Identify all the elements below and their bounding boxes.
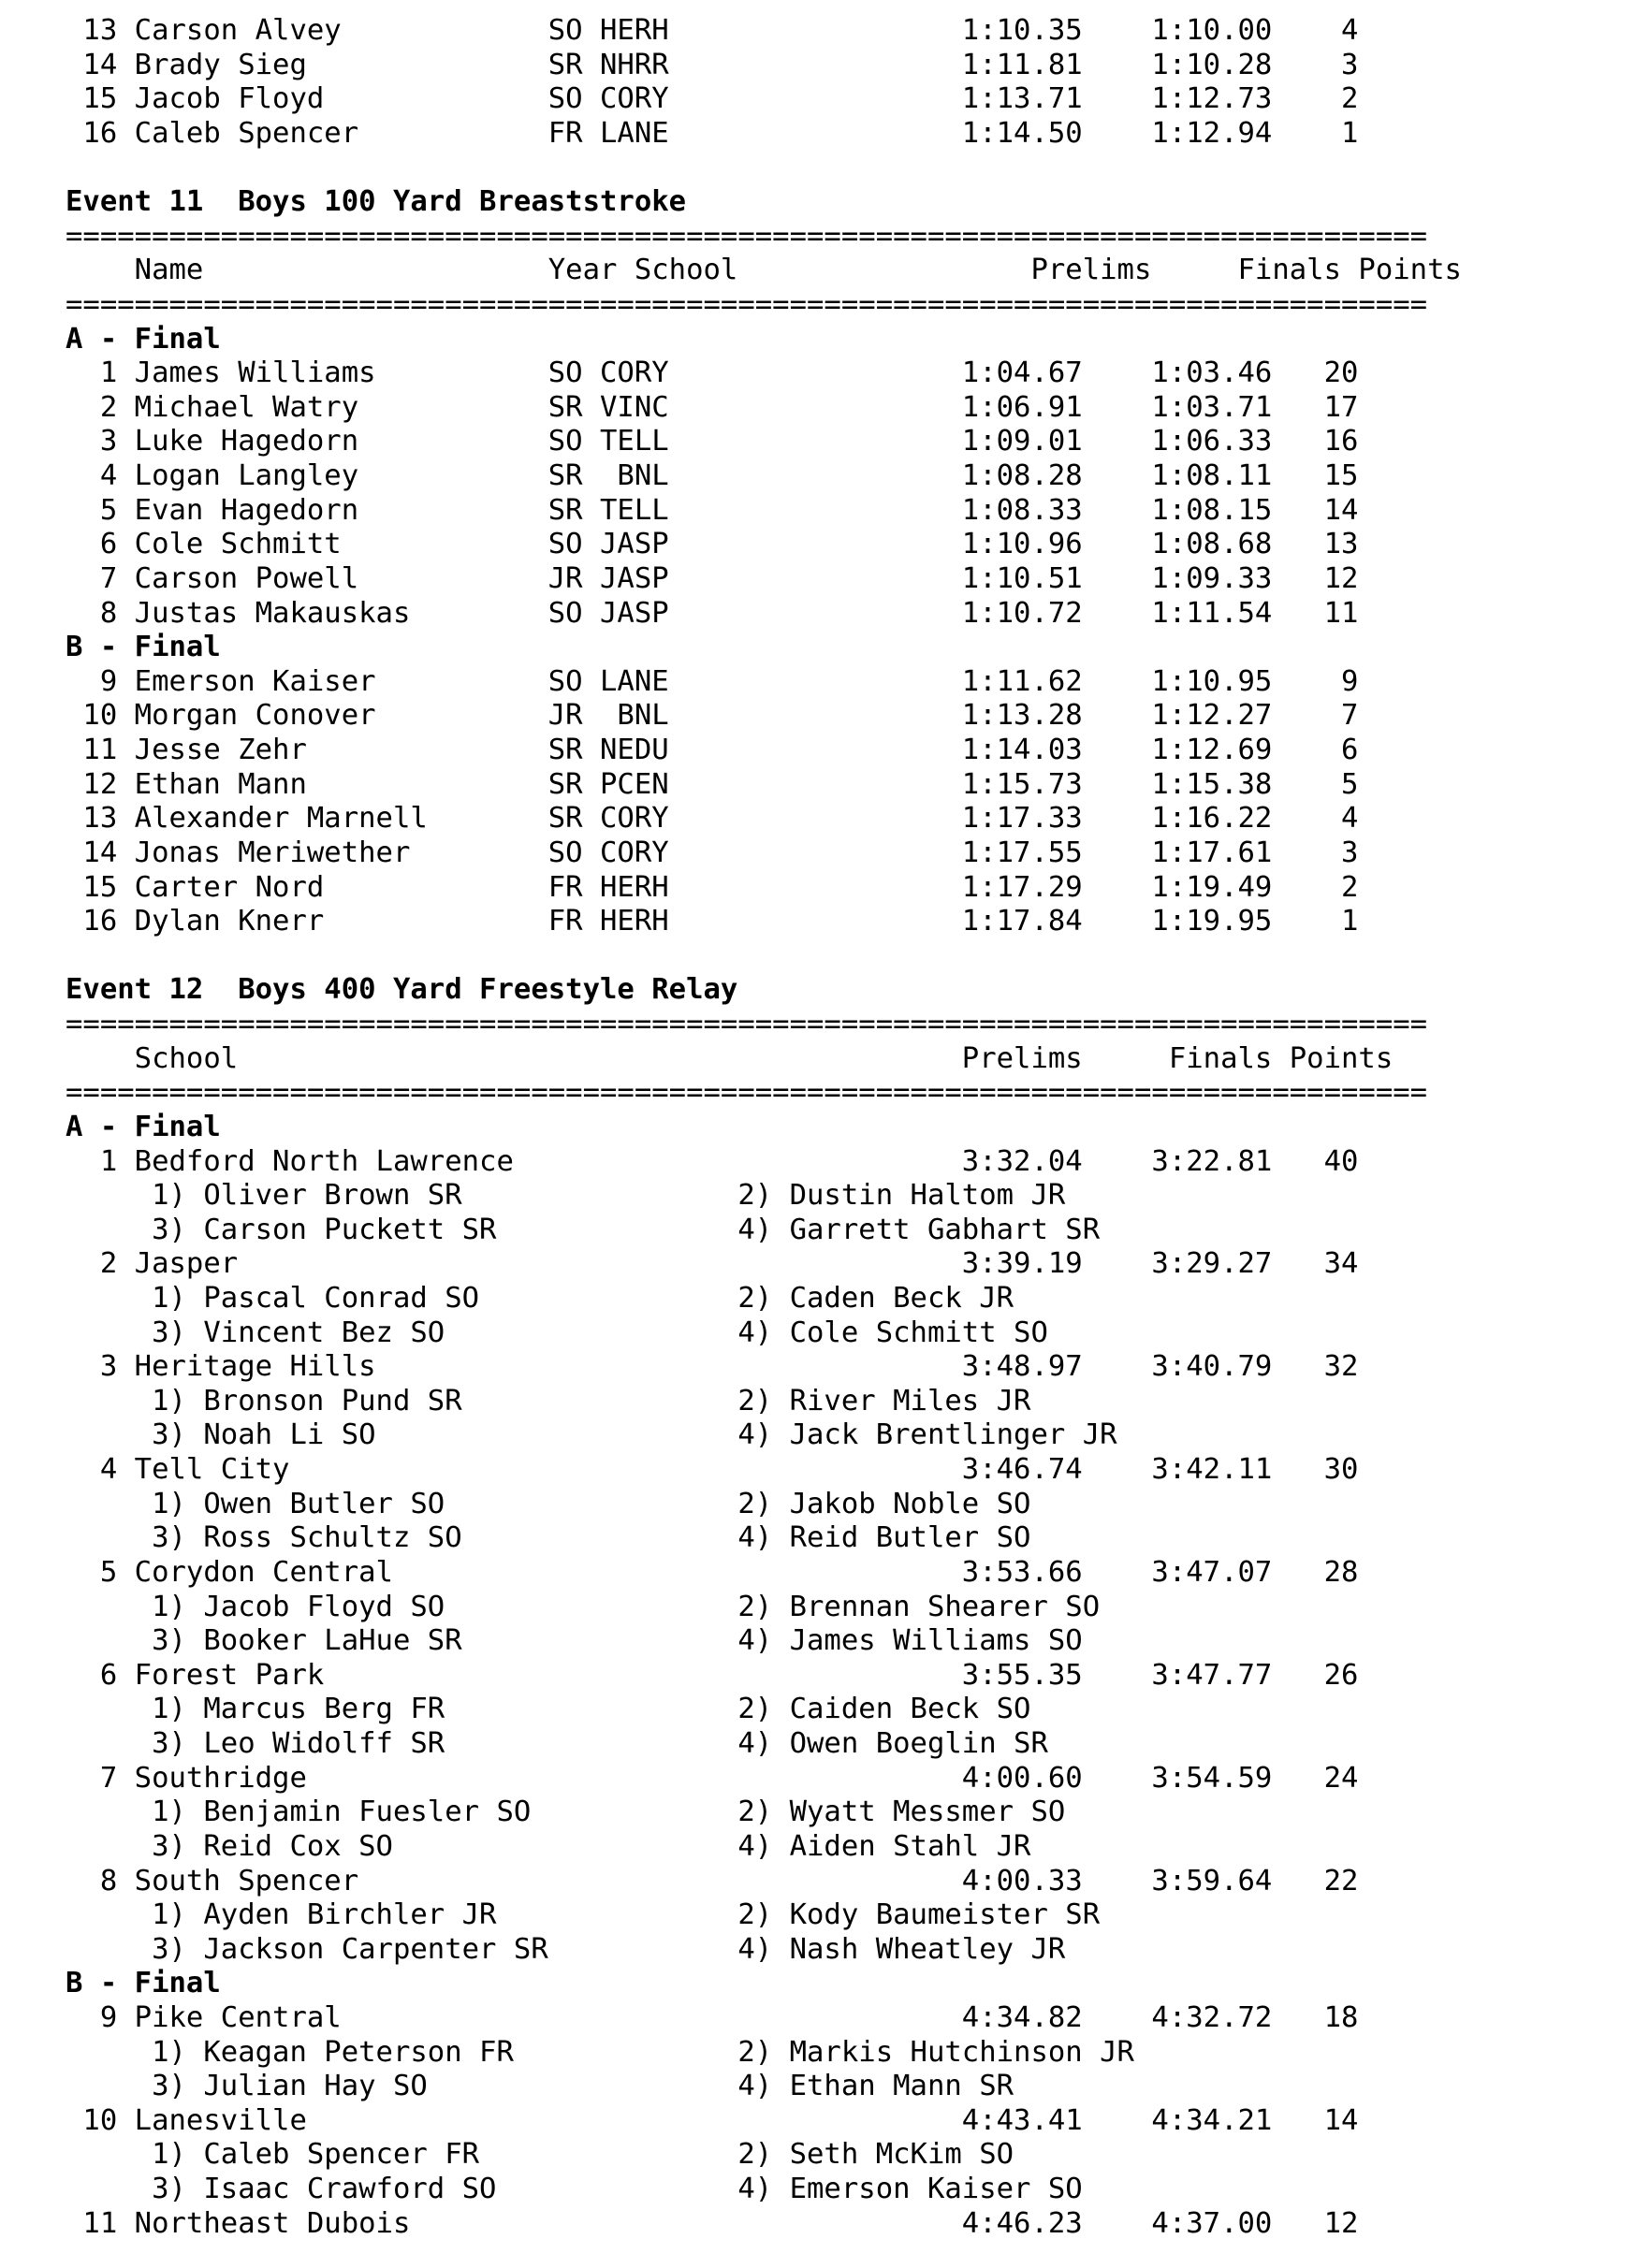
relay-swimmers-line: 1) Ayden Birchler JR 2) Kody Baumeister SR bbox=[66, 1898, 1101, 1932]
relay-swimmers-line: 3) Julian Hay SO 4) Ethan Mann SR bbox=[66, 2070, 1014, 2103]
relay-swimmers-line: 3) Reid Cox SO 4) Aiden Stahl JR bbox=[66, 1829, 1031, 1863]
result-line: 2 Michael Watry SR VINC 1:06.91 1:03.71 17 bbox=[66, 390, 1359, 424]
result-line: 3 Luke Hagedorn SO TELL 1:09.01 1:06.33 16 bbox=[66, 425, 1359, 458]
result-line: 15 Jacob Floyd SO CORY 1:13.71 1:12.73 2 bbox=[66, 82, 1359, 116]
result-line: 11 Jesse Zehr SR NEDU 1:14.03 1:12.69 6 bbox=[66, 734, 1359, 766]
relay-swimmers-line: 3) Ross Schultz SO 4) Reid Butler SO bbox=[66, 1521, 1031, 1555]
result-line: 11 Northeast Dubois 4:46.23 4:37.00 12 bbox=[66, 2206, 1359, 2240]
final-heading: A - Final bbox=[66, 322, 221, 356]
result-line: 1 Bedford North Lawrence 3:32.04 3:22.81 40 bbox=[66, 1144, 1359, 1178]
final-heading: A - Final bbox=[66, 1110, 221, 1143]
relay-swimmers-line: 3) Vincent Bez SO 4) Cole Schmitt SO bbox=[66, 1316, 1048, 1349]
separator-line: =============================================================================== bbox=[66, 288, 1428, 321]
relay-swimmers-line: 1) Caleb Spencer FR 2) Seth McKim SO bbox=[66, 2138, 1014, 2172]
separator-line: =============================================================================== bbox=[66, 219, 1428, 253]
result-line: 8 Justas Makauskas SO JASP 1:10.72 1:11.54 11 bbox=[66, 596, 1359, 630]
relay-swimmers-line: 1) Bronson Pund SR 2) River Miles JR bbox=[66, 1384, 1031, 1418]
relay-swimmers-line: 3) Isaac Crawford SO 4) Emerson Kaiser SO bbox=[66, 2173, 1083, 2206]
result-line: 5 Corydon Central 3:53.66 3:47.07 28 bbox=[66, 1555, 1359, 1589]
final-heading: B - Final bbox=[66, 631, 221, 664]
result-line: 1 James Williams SO CORY 1:04.67 1:03.46 20 bbox=[66, 356, 1359, 390]
separator-line: =============================================================================== bbox=[66, 1076, 1428, 1110]
relay-swimmers-line: 1) Benjamin Fuesler SO 2) Wyatt Messmer SO bbox=[66, 1796, 1066, 1829]
relay-swimmers-line: 1) Oliver Brown SR 2) Dustin Haltom JR bbox=[66, 1179, 1066, 1213]
result-line: 8 South Spencer 4:00.33 3:59.64 22 bbox=[66, 1864, 1359, 1897]
result-line: 2 Jasper 3:39.19 3:29.27 34 bbox=[66, 1247, 1359, 1281]
result-line: 4 Tell City 3:46.74 3:42.11 30 bbox=[66, 1453, 1359, 1486]
result-line: 13 Alexander Marnell SR CORY 1:17.33 1:16.22 4 bbox=[66, 802, 1359, 836]
relay-swimmers-line: 1) Marcus Berg FR 2) Caiden Beck SO bbox=[66, 1693, 1031, 1726]
event-heading: Event 12 Boys 400 Yard Freestyle Relay bbox=[66, 973, 738, 1007]
result-line: 10 Morgan Conover JR BNL 1:13.28 1:12.27 7 bbox=[66, 699, 1359, 733]
relay-swimmers-line: 3) Booker LaHue SR 4) James Williams SO bbox=[66, 1624, 1083, 1658]
relay-swimmers-line: 1) Owen Butler SO 2) Jakob Noble SO bbox=[66, 1487, 1031, 1520]
result-line: 7 Southridge 4:00.60 3:54.59 24 bbox=[66, 1761, 1359, 1795]
event-heading: Event 11 Boys 100 Yard Breaststroke bbox=[66, 185, 687, 219]
result-line: 4 Logan Langley SR BNL 1:08.28 1:08.11 15 bbox=[66, 459, 1359, 493]
relay-swimmers-line: 1) Pascal Conrad SO 2) Caden Beck JR bbox=[66, 1281, 1014, 1315]
column-header: School Prelims Finals Points bbox=[66, 1041, 1394, 1075]
result-line: 16 Dylan Knerr FR HERH 1:17.84 1:19.95 1 bbox=[66, 905, 1359, 938]
result-line: 13 Carson Alvey SO HERH 1:10.35 1:10.00 4 bbox=[66, 14, 1359, 47]
result-line: 9 Emerson Kaiser SO LANE 1:11.62 1:10.95 9 bbox=[66, 664, 1359, 698]
result-line: 7 Carson Powell JR JASP 1:10.51 1:09.33 12 bbox=[66, 561, 1359, 595]
result-line: 6 Forest Park 3:55.35 3:47.77 26 bbox=[66, 1658, 1359, 1692]
relay-swimmers-line: 3) Jackson Carpenter SR 4) Nash Wheatley JR bbox=[66, 1932, 1066, 1966]
relay-swimmers-line: 1) Keagan Peterson FR 2) Markis Hutchinson JR bbox=[66, 2035, 1134, 2069]
result-line: 9 Pike Central 4:34.82 4:32.72 18 bbox=[66, 2001, 1359, 2034]
result-line: 14 Jonas Meriwether SO CORY 1:17.55 1:17.61 3 bbox=[66, 836, 1359, 869]
final-heading: B - Final bbox=[66, 1967, 221, 2000]
result-line: 16 Caleb Spencer FR LANE 1:14.50 1:12.94 1 bbox=[66, 116, 1359, 150]
separator-line: =============================================================================== bbox=[66, 1008, 1428, 1040]
result-line: 14 Brady Sieg SR NHRR 1:11.81 1:10.28 3 bbox=[66, 48, 1359, 81]
relay-swimmers-line: 3) Carson Puckett SR 4) Garrett Gabhart SR bbox=[66, 1213, 1101, 1246]
relay-swimmers-line: 3) Leo Widolff SR 4) Owen Boeglin SR bbox=[66, 1727, 1048, 1760]
result-line: 12 Ethan Mann SR PCEN 1:15.73 1:15.38 5 bbox=[66, 767, 1359, 801]
column-header: Name Year School Prelims Finals Points bbox=[66, 254, 1462, 287]
result-line: 5 Evan Hagedorn SR TELL 1:08.33 1:08.15 14 bbox=[66, 493, 1359, 527]
relay-swimmers-line: 1) Jacob Floyd SO 2) Brennan Shearer SO bbox=[66, 1590, 1101, 1623]
result-line: 15 Carter Nord FR HERH 1:17.29 1:19.49 2 bbox=[66, 870, 1359, 904]
result-line: 10 Lanesville 4:43.41 4:34.21 14 bbox=[66, 2103, 1359, 2137]
result-line: 6 Cole Schmitt SO JASP 1:10.96 1:08.68 13 bbox=[66, 528, 1359, 561]
relay-swimmers-line: 3) Noah Li SO 4) Jack Brentlinger JR bbox=[66, 1418, 1117, 1452]
result-line: 3 Heritage Hills 3:48.97 3:40.79 32 bbox=[66, 1350, 1359, 1384]
